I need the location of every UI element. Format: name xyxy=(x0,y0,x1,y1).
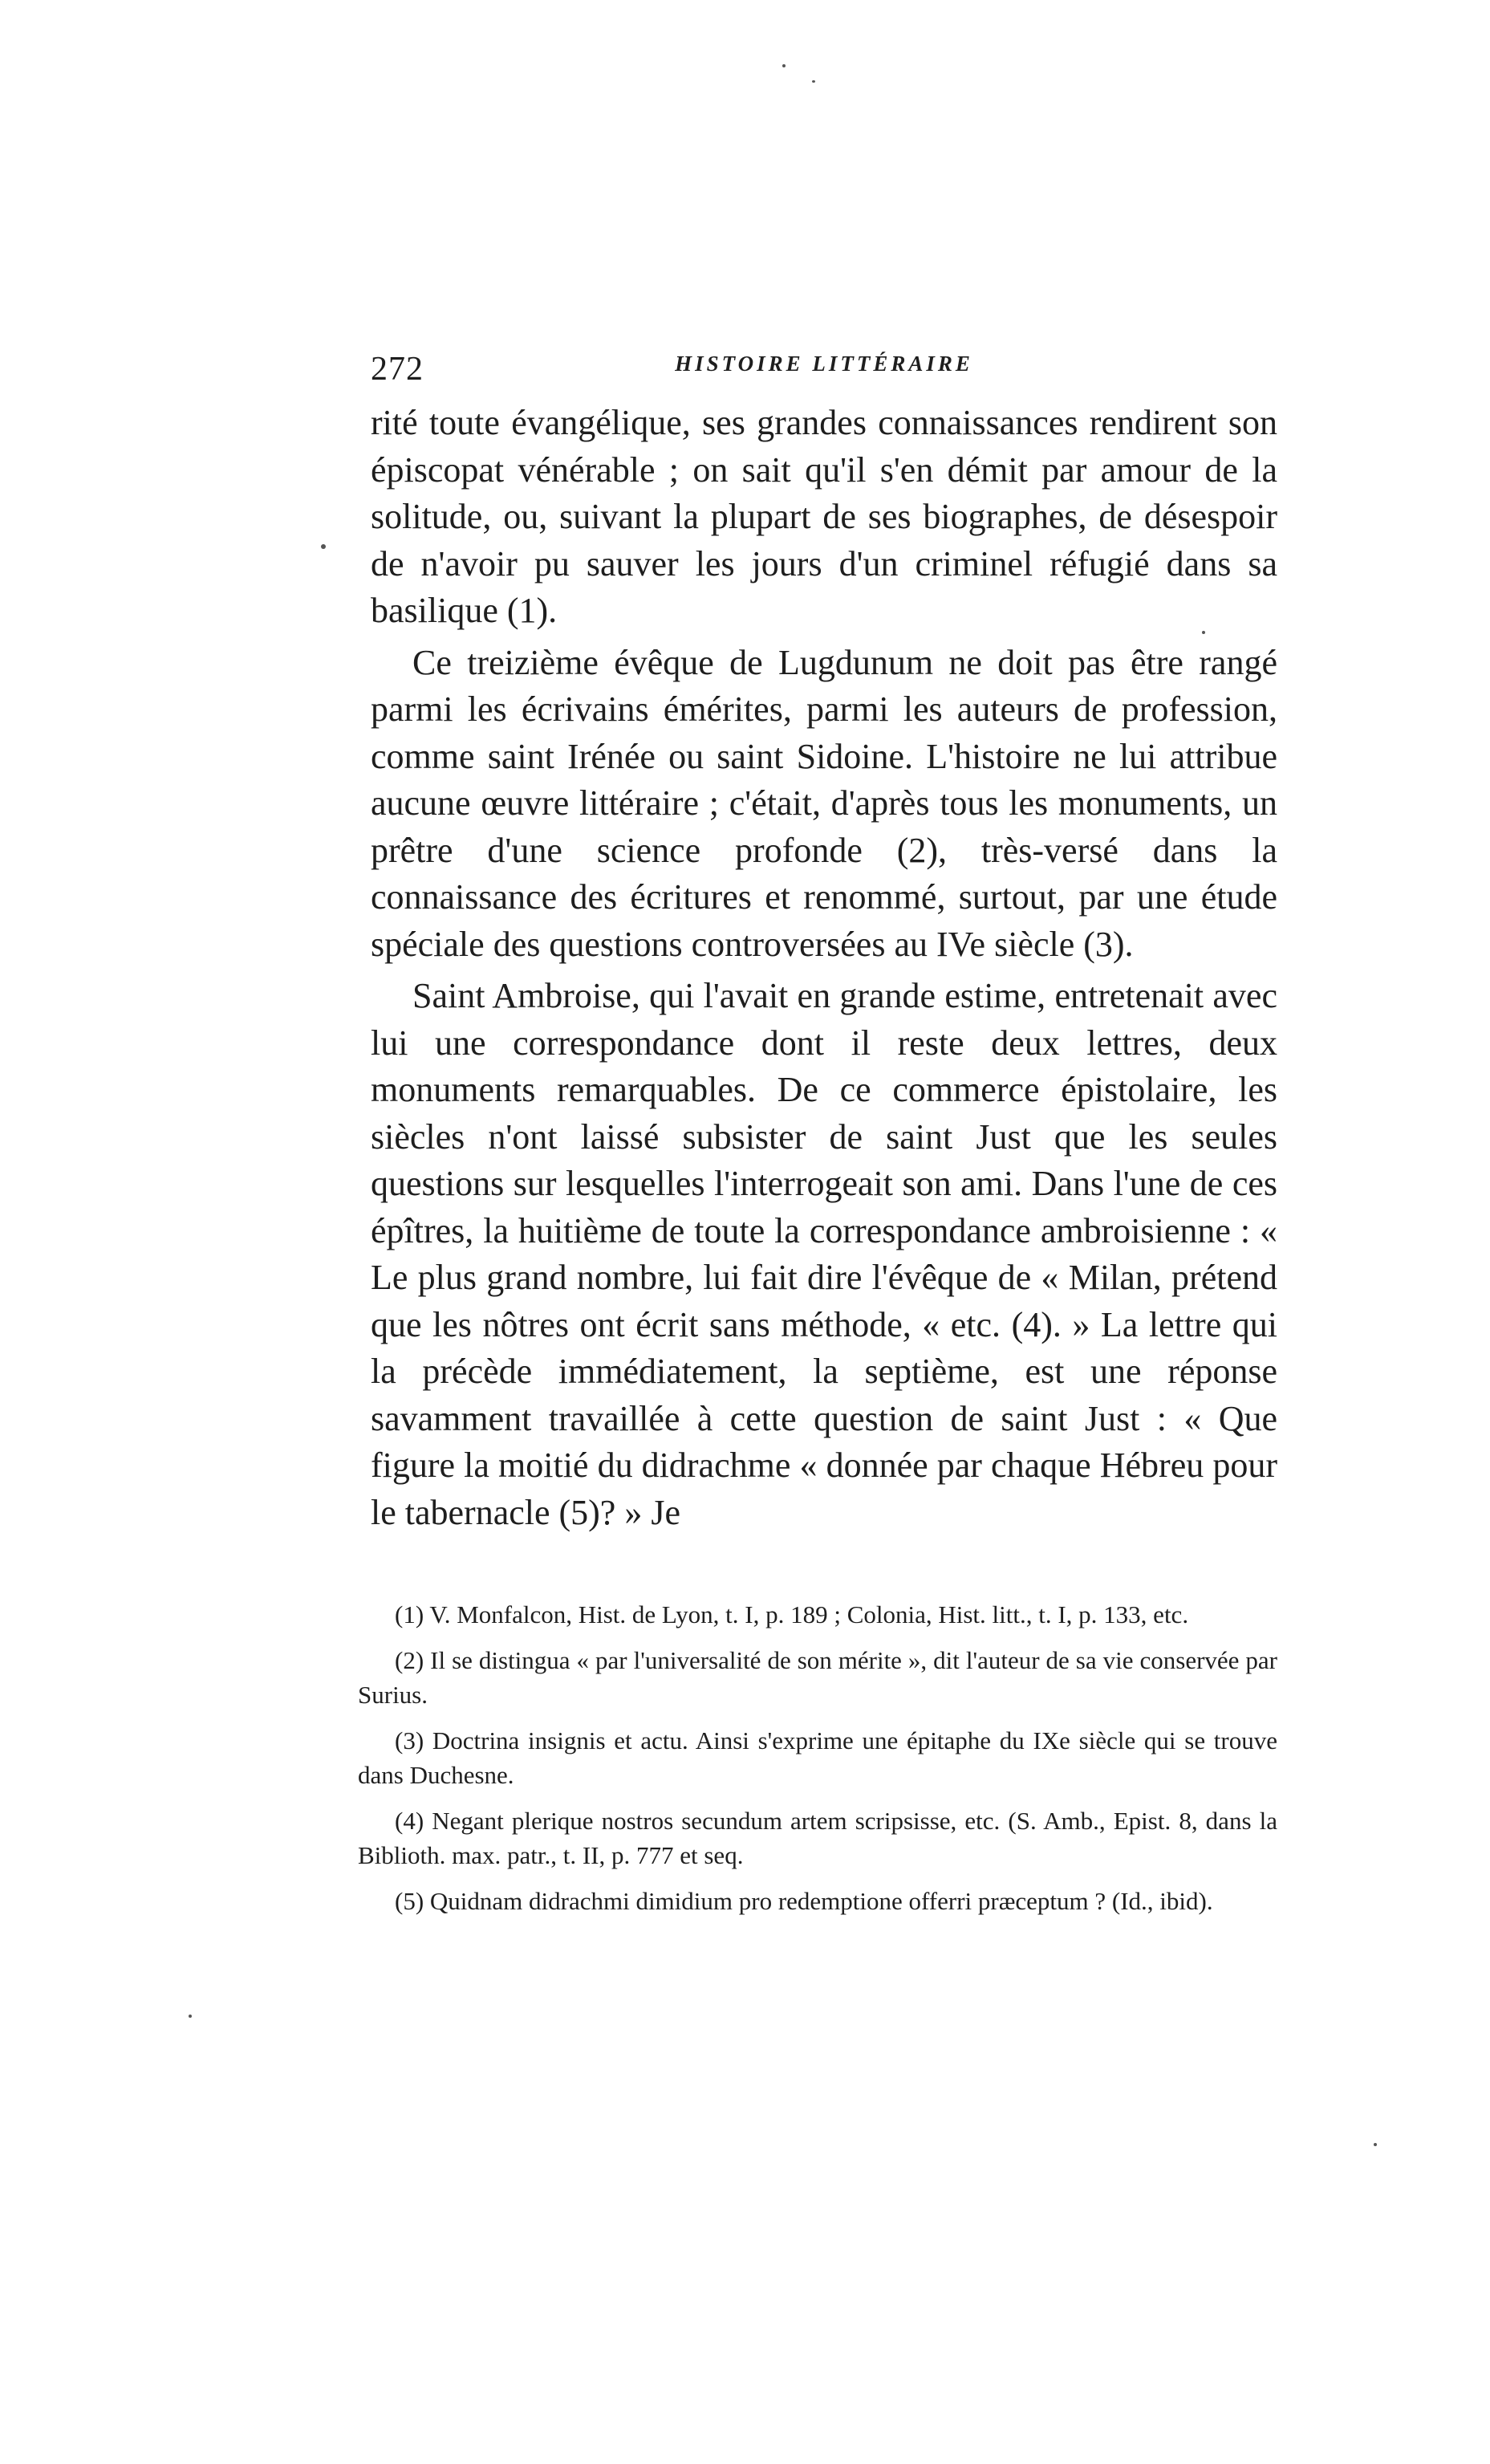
footnote-3: (3) Doctrina insignis et actu. Ainsi s'exprime une épitaphe du IXe siècle qui se trouve dans Duchesne. xyxy=(358,1726,1277,1789)
footnote-1: (1) V. Monfalcon, Hist. de Lyon, t. I, p. 189 ; Colonia, Hist. litt., t. I, p. 133, etc. xyxy=(395,1600,1189,1628)
footnotes xyxy=(358,1597,1277,1929)
page-number: 272 xyxy=(371,351,424,388)
footnote-4: (4) Negant plerique nostros secundum artem scripsisse, etc. (S. Amb., Epist. 8, dans la Biblioth. max. patr., t. II, p. 777 et seq. xyxy=(358,1807,1277,1869)
paragraph-1: rité toute évangélique, ses grandes connaissances rendirent son épiscopat vénérable ; on sait qu'il s'en démit par amour de la solitude, ou, suivant la plupart de ses biographes, de désespoir de n'avoir pu sauver les jours d'un criminel réfugié dans sa basilique (1). xyxy=(371,403,1277,630)
scan-speck xyxy=(1202,631,1205,634)
main-text xyxy=(371,400,1277,1536)
running-head xyxy=(371,347,1277,395)
scan-speck xyxy=(1374,2143,1377,2146)
scan-speck xyxy=(189,2015,192,2018)
footnote-5: (5) Quidnam didrachmi dimidium pro redemptione offerri præceptum ? (Id., ibid). xyxy=(395,1887,1213,1915)
scan-speck xyxy=(812,80,815,83)
scan-speck xyxy=(321,544,326,549)
paragraph-2: Ce treizième évêque de Lugdunum ne doit pas être rangé parmi les écrivains émérites, parmi les auteurs de profession, comme saint Irénée ou saint Sidoine. L'histoire ne lui attribue aucune œuvre littéraire ; c'était, d'après tous les monuments, un prêtre d'une science profonde (2), très-versé dans la connaissance des écritures et renommé, surtout, par une étude spéciale des questions controversées au IVe siècle (3). xyxy=(371,642,1277,964)
footnote-2: (2) Il se distingua « par l'universalité de son mérite », dit l'auteur de sa vie conservée par Surius. xyxy=(358,1646,1277,1709)
paragraph-3: Saint Ambroise, qui l'avait en grande estime, entretenait avec lui une correspondance dont il reste deux lettres, deux monuments remarquables. De ce commerce épistolaire, les siècles n'ont laissé subsister de saint Just que les seules questions sur lesquelles l'interrogeait son ami. Dans l'une de ces épîtres, la huitième de toute la correspondance ambroisienne : « Le plus grand nombre, lui fait dire l'évêque de « Milan, prétend que les nôtres ont écrit sans méthode, « etc. (4). » La lettre qui la précède immédiatement, la septième, est une réponse savamment travaillée à cette question de saint Just : « Que figure la moitié du didrachme « donnée par chaque Hébreu pour le tabernacle (5)? » Je xyxy=(371,976,1277,1532)
scan-speck xyxy=(782,64,786,67)
running-title: HISTOIRE LITTÉRAIRE xyxy=(675,352,973,376)
